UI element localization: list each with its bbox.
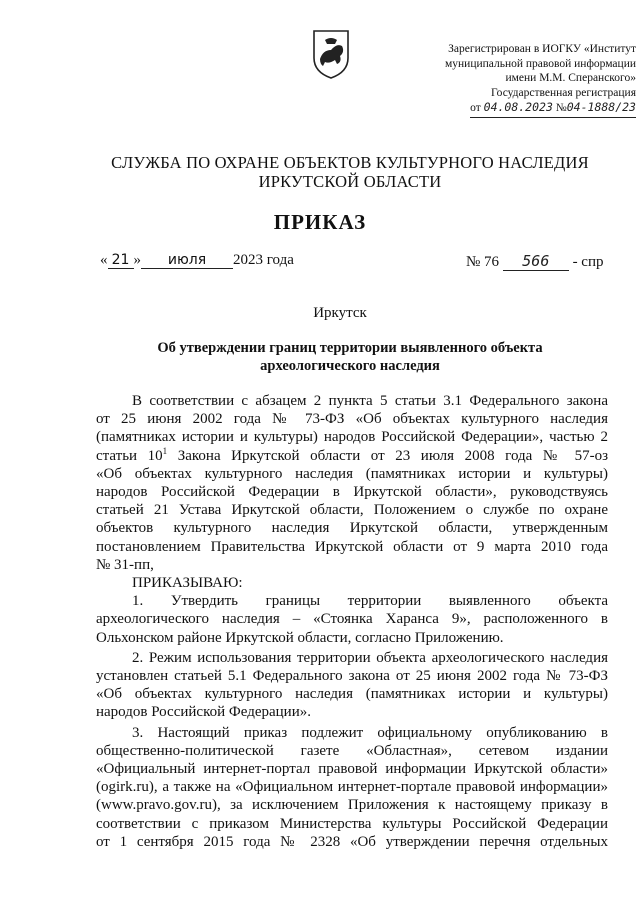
order-number-value: 566 [503, 252, 569, 271]
order-day: 21 [108, 252, 134, 269]
registration-date: 04.08.2023 [483, 100, 553, 114]
agency-name: СЛУЖБА ПО ОХРАНЕ ОБЪЕКТОВ КУЛЬТУРНОГО НАСЛЕДИЯ ИРКУТСКОЙ ОБЛАСТИ [111, 153, 589, 191]
registration-number: 04-1888/23 [566, 100, 636, 114]
registration-stamp [336, 42, 636, 118]
registration-line: имени М.М. Сперанского» [505, 72, 636, 84]
order-keyword: ПРИКАЗЫВАЮ: [132, 575, 243, 592]
city: Иркутск [313, 305, 367, 321]
registration-line: муниципальной правовой информации [444, 57, 636, 70]
order-item-2: 2. Режим использования территории объекта археологического наследия установлен статьей 5.1 Федерального закона от 25 июня 2002 года № 73-ФЗ «Об объектах культурного наследия (памятниках истории и культуры) народов Российской Федерации». [96, 649, 608, 721]
order-month: июля [141, 252, 233, 269]
registration-line: Зарегистрирован в ИОГКУ «Институт [448, 43, 636, 55]
order-subject: Об утверждении границ территории выявленного объекта археологического наследия [157, 340, 543, 374]
order-body [96, 392, 608, 851]
order-date: « 21 » июля 2023 года [100, 252, 294, 268]
preamble-paragraph: В соответствии с абзацем 2 пункта 5 статьи 3.1 Федерального закона от 25 июня 2002 года № 73-ФЗ «Об объектах культурного наследия (памятниках истории и культуры) народов Российской Федерации», частью 2 статьи $10^1$ Закона Иркутской области от 23 июля 2008 года № 57-оз «Об объектах культурного наследия (памятниках истории и культуры) народов Российской Федерации в Иркутской области», руководствуясь статьей 21 Устава Иркутской области, Положением о службе по охране объектов культурного наследия Иркутской области, утвержденным постановлением Правительства Иркутской области от 9 марта 2010 года № 31-пп, [96, 393, 608, 573]
order-year: 2023 года [233, 252, 294, 268]
document-title: ПРИКАЗ [273, 210, 367, 234]
order-number: № 76 566 - спр [466, 252, 604, 270]
registration-line: Государственная регистрация [491, 86, 636, 99]
order-item-1: 1. Утвердить границы территории выявленного объекта археологического наследия – «Стоянка Харанса 9», расположенного в Ольхонском районе Иркутской области, согласно Приложению. [96, 593, 608, 646]
order-item-3: 3. Настоящий приказ подлежит официальному опубликованию в общественно-политической газете «Областная», сетевом издании «Официальный интернет-портал правовой информации Иркутской области» (ogirk.ru), а также на «Официальном интернет-портале правовой информации» (www.pravo.gov.ru), за исключением Приложения к настоящему приказу в соответствии с приказом Министерства культуры Российской Федерации от 1 сентября 2015 года № 2328 «Об утверждении перечня отдельных [96, 724, 608, 850]
registration-date-line: от 04.08.2023 №04-1888/23 [470, 100, 636, 118]
